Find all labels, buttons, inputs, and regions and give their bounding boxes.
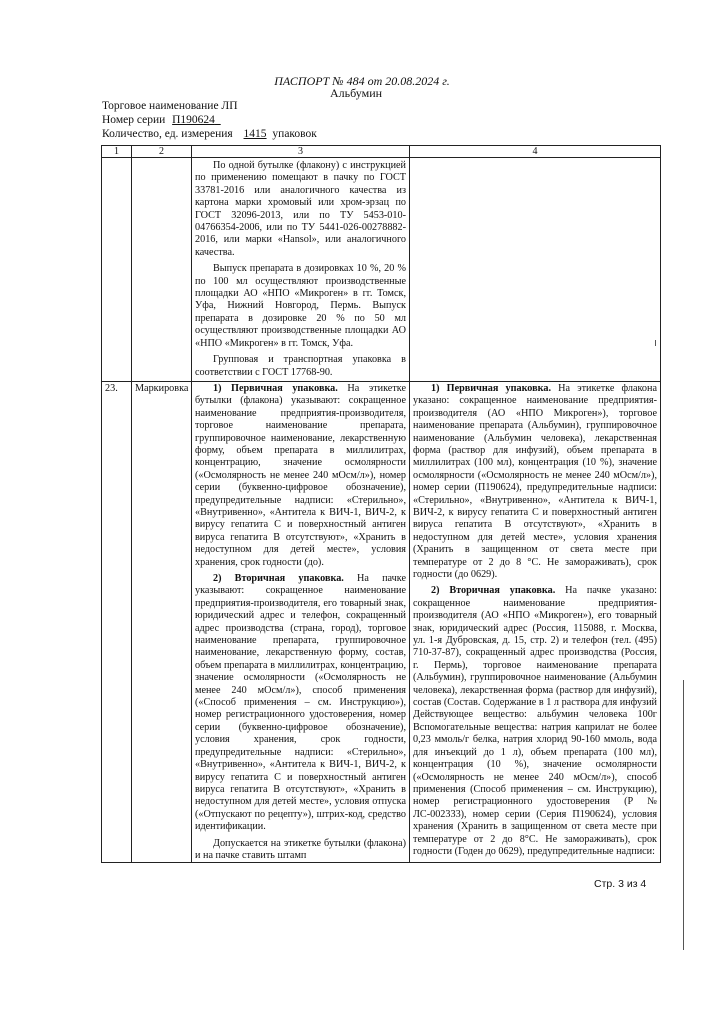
series-value: П190624 [172,114,215,126]
passport-table [101,145,661,863]
table-row-continued [102,158,661,382]
quantity-value: 1415 [243,128,267,140]
column-header: 4 [410,146,661,158]
page-number: Стр. 3 из 4 [594,878,647,890]
trade-name-line [102,100,238,112]
table-row-23 [102,381,661,862]
packaging-paragraph: По одной бутылке (флакону) с инструкцией по применению помещают в пачку по ГОСТ 33781-2016 или аналогичного качества из картона марки хромовый или хром-эрзац по ГОСТ 32096-2013, или по ТУ 5453-010-04766354-2006, или по ТУ 5441-026-00278882-2016, или марки «Hansol», или аналогичного качества. [195,160,406,258]
scan-artifact [655,340,656,346]
row-title: Маркировка [132,381,192,862]
row-number: 23. [102,381,132,862]
quantity-line [102,128,317,140]
scan-artifact [683,680,684,950]
column-header: 2 [132,146,192,158]
series-label: Номер серии [102,114,166,126]
secondary-packaging-heading: 2) Вторичная упаковка. [431,585,556,597]
secondary-packaging-requirement: 2) Вторичная упаковка. На пачке указывают: сокращенное наименование предприятия-производителя, его товарный знак, юридический адрес и телефон, сокращенный адрес производства (страна, город), торговое наименование препарата, группировочное наименование, лекарственную форму, состав, объем препарата в миллилитрах, концентрацию, значение осмолярности («Осмолярность не менее 240 мОсм/л»), способ применения («Способ применения – см. Инструкцию»), номер регистрационного удостоверения, номер серии (буквенно-цифровое обозначение), условия хранения, срок годности, предупредительные надписи: «Стерильно», «Внутривенно», «Антитела к ВИЧ-1, ВИЧ-2, к вирусу гепатита С и поверхностный антиген вируса гепатита В отсутствуют», «Хранить в недоступном для детей месте», условия отпуска («Отпускают по рецепту»), штрих-код, средство идентификации. [195,573,406,833]
transport-packaging-paragraph: Групповая и транспортная упаковка в соответствии с ГОСТ 17768-90. [195,354,406,378]
packaging-cell [192,158,410,382]
column-header: 3 [192,146,410,158]
quantity-unit: упаковок [272,128,317,140]
series-line [102,114,221,126]
quantity-label: Количество, ед. измерения [102,128,233,140]
release-paragraph: Выпуск препарата в дозировках 10 %, 20 % по 100 мл осуществляют производственные площадки АО «НПО «Микроген» в гг. Томск, Уфа, Нижний Новгород, Пермь. Выпуск препарата в дозировке 20 % по 50 мл осуществляют производственные площадки АО «НПО «Микроген» в гг. Томск, Уфа. [195,263,406,349]
document-title: ПАСПОРТ № 484 от 20.08.2024 г. [274,74,450,88]
column-header-row [102,146,661,158]
primary-packaging-heading: 1) Первичная упаковка. [431,382,552,394]
secondary-packaging-heading: 2) Вторичная упаковка. [213,573,344,584]
stamp-note: Допускается на этикетке бутылки (флакона) и на пачке ставить штамп [195,837,406,861]
primary-packaging-result: 1) Первичная упаковка. На этикетке флакона указано: сокращенное наименование предприятия-производителя (АО «НПО Микроген»), торговое наименование препарата (Альбумин), группировочное наименование (Альбумин человека), лекарственная форма (раствор для инфузий), объем препарата в миллилитрах (100 мл), концентрация (10 %), значение осмолярности («Осмолярность не менее 240 мОсм/л»), номер серии (П190624), предупредительные надписи: «Стерильно», «Внутривенно», «Антитела к ВИЧ-1, ВИЧ-2, к вирусу гепатита С и поверхностный антиген вируса гепатита В отсутствуют», «Хранить в недоступном для детей месте», условия хранения (Хранить в защищенном от света месте при температуре от 2 до 8 °С. Не замораживать), срок годности (до 0629). [413,382,657,580]
column-header: 1 [102,146,132,158]
primary-packaging-heading: 1) Первичная упаковка. [213,382,338,394]
product-name: Альбумин [330,86,383,100]
results-cell [410,381,661,862]
primary-packaging-requirement: 1) Первичная упаковка. На этикетке бутылки (флакона) указывают: сокращенное наименование предприятия-производителя, торговое наименование препарата, группировочное наименование, лекарственную форму, объем препарата в миллилитрах, концентрацию, значение осмолярности («Осмолярность не менее 240 мОсм/л»), номер серии (буквенно-цифровое обозначение), предупредительные надписи: «Стерильно», «Внутривенно», «Антитела к ВИЧ-1, ВИЧ-2, к вирусу гепатита С и поверхностный антиген вируса гепатита В отсутствуют», «Хранить в недоступном для детей месте», условия хранения, срок годности (до). [195,382,407,568]
secondary-packaging-result: 2) Вторичная упаковка. На пачке указано: сокращенное наименование предприятия-производителя (АО «НПО «Микроген»), его товарный знак, юридический адрес (Россия, 115088, г. Москва, ул. 1-я Дубровская, д. 15, стр. 2) и телефон (тел. (495) 710-37-87), сокращенный адрес производства (Россия, г. Пермь), торговое наименование препарата (Альбумин), группировочное наименование (Альбумин человека), лекарственная форма (раствор для инфузий), состав (Состав. Содержание в 1 л раствора для инфузий Действующее вещество: альбумин человека 100г Вспомогательные вещества: натрия каприлат не более 0,23 ммоль/г белка, натрия хлорид 90-160 ммоль, вода для инъекций до 1 л), объем препарата (100 мл), концентрация (10 %), значение осмолярности («Осмолярность не менее 240 мОсм/л»), способ применения (Способ применения – см. Инструкцию), номер регистрационного удостоверения (Р № ЛС-002333), номер серии (Серия П190624), условия хранения (Хранить в защищенном от света месте при температуре от 2 до 8°С. Не замораживать), срок годности (Годен до 0629), предупредительные надписи: [413,585,657,857]
requirements-cell [192,381,410,862]
trade-name-label: Торговое наименование ЛП [102,100,238,112]
